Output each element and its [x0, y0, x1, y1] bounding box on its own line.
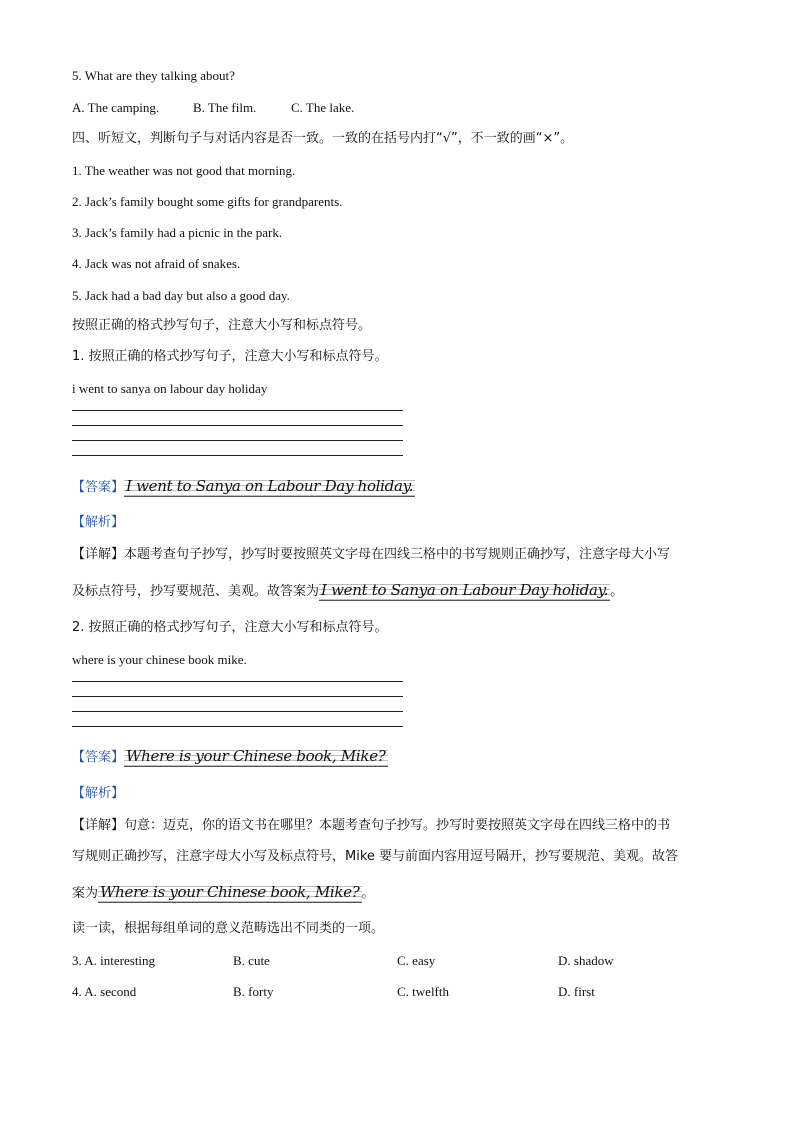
q5-option-a: A. The camping.	[72, 100, 160, 115]
section4-item-5: 5. Jack had a bad day but also a good day.	[72, 288, 290, 303]
classify-q3-option-c: C. easy	[397, 953, 436, 968]
section4-item-3: 3. Jack’s family had a picnic in the park.	[72, 225, 283, 240]
copy-q2-detail-line1: 【详解】句意：迈克，你的语文书在哪里？本题考查句子抄写。抄写时要按照英文字母在四线三格中的书	[72, 818, 671, 833]
classify-q3-option-b: B. cute	[233, 953, 270, 968]
q5-option-c: C. The lake.	[291, 100, 355, 115]
classify-q4-option-d: D. first	[558, 984, 595, 999]
classify-q4-option-b: B. forty	[233, 984, 274, 999]
copy-q1-sentence: i went to sanya on labour day holiday	[72, 381, 268, 396]
copy-q2-detail-line3-end: 。	[361, 886, 375, 901]
copy-q1-analysis-label: 【解析】	[72, 515, 125, 530]
copy-q1-inline-answer: I went to Sanya on Labour Day holiday.	[321, 581, 609, 599]
copy-q1-detail-line2-text: 及标点符号，抄写要规范、美观。故答案为	[72, 584, 320, 599]
copy-q2-sentence: where is your chinese book mike.	[72, 652, 247, 667]
copy-q1-writing-lines	[72, 410, 403, 456]
copy-q2-writing-lines	[72, 681, 403, 727]
classify-q4-option-a: 4. A. second	[72, 984, 137, 999]
copy-q2-detail-line2: 写规则正确抄写，注意字母大小写及标点符号，Mike 要与前面内容用逗号隔开，抄写要规范、美观。故答	[72, 849, 679, 864]
classify-instruction: 读一读，根据每组单词的意义范畴选出不同类的一项。	[72, 921, 385, 936]
section4-item-1: 1. The weather was not good that morning.	[72, 163, 296, 178]
classify-q3-option-a: 3. A. interesting	[72, 953, 156, 968]
classify-q3-option-d: D. shadow	[558, 953, 614, 968]
copy-q1-detail-line1: 【详解】本题考查句子抄写，抄写时要按照英文字母在四线三格中的书写规则正确抄写，注意字母大小写	[72, 547, 671, 562]
copy-q1-detail-line2-end: 。	[610, 584, 624, 599]
copy-heading: 按照正确的格式抄写句子，注意大小写和标点符号。	[72, 318, 372, 333]
copy-q2-prompt: 2. 按照正确的格式抄写句子，注意大小写和标点符号。	[72, 620, 388, 635]
q5-option-b: B. The film.	[193, 100, 257, 115]
copy-q1-prompt: 1. 按照正确的格式抄写句子，注意大小写和标点符号。	[72, 349, 388, 364]
section4-item-2: 2. Jack’s family bought some gifts for grandparents.	[72, 194, 343, 209]
q5-question: 5. What are they talking about?	[72, 68, 235, 83]
section4-instruction: 四、听短文，判断句子与对话内容是否一致。一致的在括号内打“√”，不一致的画“×”。	[72, 131, 574, 146]
copy-q1-answer: I went to Sanya on Labour Day holiday.	[126, 477, 414, 495]
copy-q2-answer-label: 【答案】	[72, 750, 125, 765]
copy-q2-inline-answer: Where is your Chinese book, Mike?	[100, 883, 360, 901]
copy-q2-analysis-label: 【解析】	[72, 786, 125, 801]
classify-q4-option-c: C. twelfth	[397, 984, 449, 999]
copy-q2-detail-line3-text: 案为	[72, 886, 99, 901]
copy-q1-answer-label: 【答案】	[72, 480, 125, 495]
section4-item-4: 4. Jack was not afraid of snakes.	[72, 256, 241, 271]
copy-q2-answer: Where is your Chinese book, Mike?	[126, 747, 386, 765]
